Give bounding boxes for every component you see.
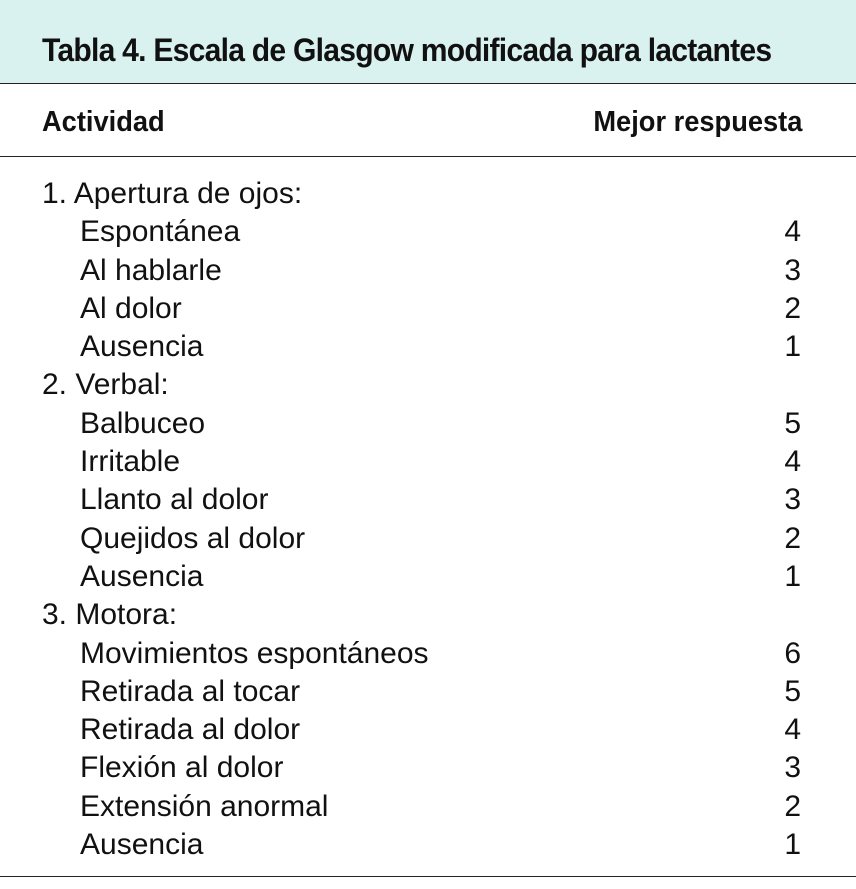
table-row — [0, 290, 856, 328]
row-label: Extensión anormal — [80, 789, 329, 823]
table-row — [0, 673, 856, 711]
row-value: 3 — [784, 751, 801, 785]
row-value: 6 — [784, 636, 801, 670]
table-row — [0, 520, 856, 558]
section-row-motor — [0, 596, 856, 634]
row-label: 3. Motora: — [42, 598, 178, 632]
table-row — [0, 826, 856, 864]
row-label: Retirada al dolor — [80, 713, 301, 747]
row-label: Flexión al dolor — [80, 751, 284, 785]
table-row — [0, 749, 856, 787]
table-row — [0, 328, 856, 366]
row-value: 5 — [784, 406, 801, 440]
row-value: 3 — [784, 253, 801, 287]
table-row — [0, 252, 856, 290]
row-label: 2. Verbal: — [42, 368, 169, 402]
table-title-band — [0, 0, 856, 84]
row-label: Movimientos espontáneos — [80, 636, 429, 670]
row-value: 2 — [784, 521, 801, 555]
table-row — [0, 443, 856, 481]
header-activity: Actividad — [42, 106, 165, 138]
table-row — [0, 405, 856, 443]
row-label: Al hablarle — [80, 253, 222, 287]
table-header-row — [0, 84, 856, 157]
row-value: 4 — [784, 445, 801, 479]
row-label: Llanto al dolor — [80, 483, 269, 517]
row-value: 1 — [784, 559, 801, 593]
row-value: 2 — [784, 291, 801, 325]
row-label: 1. Apertura de ojos: — [42, 177, 303, 210]
table-body — [0, 175, 856, 864]
table-row — [0, 481, 856, 519]
table-row — [0, 788, 856, 826]
row-value: 3 — [784, 483, 801, 517]
header-best-response: Mejor respuesta — [592, 106, 802, 138]
section-row-eyes — [0, 175, 856, 213]
table-row — [0, 711, 856, 749]
row-label: Espontánea — [80, 215, 241, 249]
row-label: Al dolor — [80, 291, 182, 325]
table-bottom-rule — [0, 876, 856, 877]
row-value: 4 — [784, 713, 801, 747]
row-value: 4 — [784, 215, 801, 249]
row-label: Quejidos al dolor — [80, 521, 306, 555]
row-label: Balbuceo — [80, 406, 206, 440]
row-value: 1 — [784, 330, 801, 364]
row-value: 1 — [784, 828, 801, 862]
section-row-verbal — [0, 366, 856, 404]
table-title: Tabla 4. Escala de Glasgow modificada para lactantes — [42, 32, 772, 68]
row-label: Ausencia — [80, 559, 204, 593]
row-label: Irritable — [80, 445, 181, 479]
row-value: 2 — [784, 789, 801, 823]
row-label: Retirada al tocar — [80, 674, 301, 708]
table-row — [0, 635, 856, 673]
row-label: Ausencia — [80, 828, 204, 862]
row-value: 5 — [784, 674, 801, 708]
table-row — [0, 558, 856, 596]
table-row — [0, 213, 856, 251]
row-label: Ausencia — [80, 330, 204, 364]
